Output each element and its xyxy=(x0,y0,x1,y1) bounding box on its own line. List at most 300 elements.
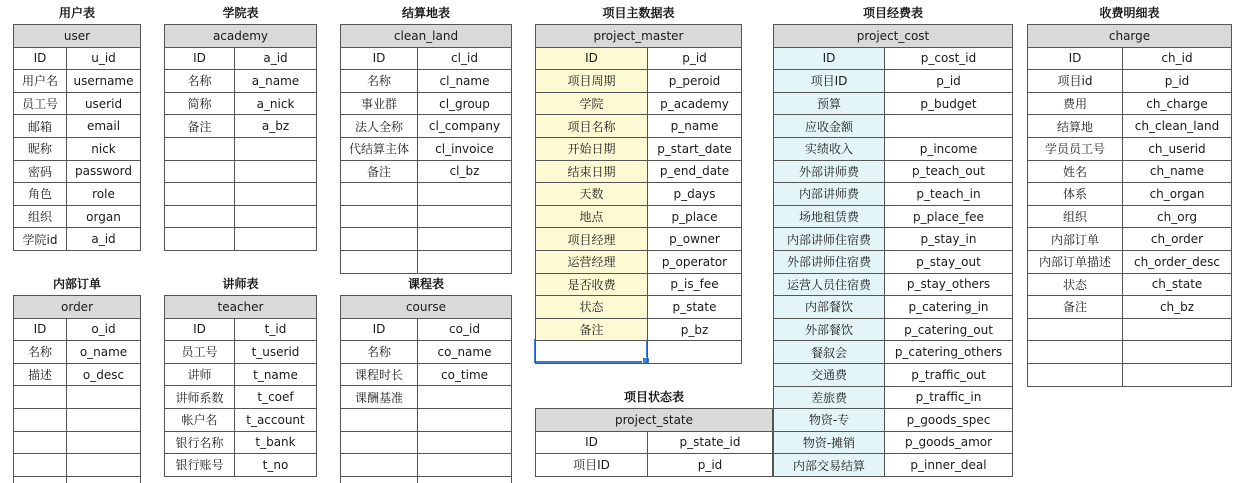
field-name-cell[interactable]: ch_organ xyxy=(1123,183,1232,206)
field-label-cell[interactable]: ID xyxy=(536,48,648,71)
field-name-cell[interactable]: p_academy xyxy=(648,93,742,116)
empty-cell[interactable] xyxy=(341,409,418,432)
field-label-cell[interactable]: 名称 xyxy=(341,70,418,93)
table-name-cell[interactable]: teacher xyxy=(165,296,317,319)
table-name-cell[interactable]: project_master xyxy=(536,25,742,48)
empty-cell[interactable] xyxy=(341,477,418,483)
field-name-cell[interactable]: co_time xyxy=(418,364,512,387)
field-name-cell[interactable]: p_stay_others xyxy=(885,274,1013,297)
field-label-cell[interactable]: 昵称 xyxy=(14,138,67,161)
field-label-cell[interactable]: 代结算主体 xyxy=(341,138,418,161)
field-name-cell[interactable]: o_desc xyxy=(67,364,141,387)
table-row xyxy=(774,93,1013,116)
empty-cell[interactable] xyxy=(14,477,67,483)
field-label-cell[interactable]: ID xyxy=(14,48,67,71)
field-name-cell[interactable]: p_cost_id xyxy=(885,48,1013,71)
field-name-cell[interactable]: ch_userid xyxy=(1123,138,1232,161)
empty-cell[interactable] xyxy=(67,477,141,483)
empty-cell[interactable] xyxy=(1028,364,1123,387)
field-label-cell[interactable]: 项目名称 xyxy=(536,115,648,138)
empty-cell[interactable] xyxy=(165,183,235,206)
empty-row xyxy=(165,138,317,161)
table-row xyxy=(14,161,141,184)
empty-cell[interactable] xyxy=(341,228,418,251)
table-row xyxy=(774,48,1013,71)
empty-cell[interactable] xyxy=(418,206,512,229)
empty-cell[interactable] xyxy=(235,228,317,251)
table-title[interactable]: 内部订单 xyxy=(52,277,101,291)
table-row xyxy=(536,206,742,229)
table-row xyxy=(536,161,742,184)
field-name-cell[interactable]: p_days xyxy=(648,183,742,206)
field-label-cell[interactable]: 项目周期 xyxy=(536,70,648,93)
empty-row xyxy=(341,454,512,477)
field-label-cell[interactable]: 运营人员住宿费 xyxy=(774,274,885,297)
field-name-cell[interactable]: p_goods_spec xyxy=(885,409,1013,432)
field-label-cell[interactable]: ID xyxy=(341,48,418,71)
empty-cell[interactable] xyxy=(418,228,512,251)
field-label-cell[interactable]: 预算 xyxy=(774,93,885,116)
field-name-cell[interactable]: o_id xyxy=(67,319,141,342)
field-name-cell[interactable] xyxy=(418,386,512,409)
field-name-cell[interactable]: t_id xyxy=(235,319,317,342)
field-name-cell[interactable]: o_name xyxy=(67,341,141,364)
empty-cell[interactable] xyxy=(14,386,67,409)
table-grid xyxy=(13,24,141,251)
empty-cell[interactable] xyxy=(165,161,235,184)
empty-row xyxy=(165,183,317,206)
table-row xyxy=(1028,70,1232,93)
field-label-cell[interactable]: 备注 xyxy=(341,161,418,184)
field-label-cell[interactable]: 帐户名 xyxy=(165,409,235,432)
field-label-cell[interactable]: 课程时长 xyxy=(341,364,418,387)
empty-cell[interactable] xyxy=(165,206,235,229)
field-label-cell[interactable]: 开始日期 xyxy=(536,138,648,161)
field-name-cell[interactable]: p_name xyxy=(648,115,742,138)
table-row xyxy=(1028,161,1232,184)
table-header-row xyxy=(165,25,317,48)
table-row xyxy=(536,228,742,251)
table-row xyxy=(536,93,742,116)
empty-cell[interactable] xyxy=(418,409,512,432)
table-header-row xyxy=(536,409,773,432)
table-row xyxy=(774,138,1013,161)
table-name-cell[interactable]: charge xyxy=(1028,25,1232,48)
field-name-cell[interactable]: cl_invoice xyxy=(418,138,512,161)
field-name-cell[interactable]: p_goods_amor xyxy=(885,432,1013,455)
field-name-cell[interactable]: p_id xyxy=(1123,70,1232,93)
empty-row xyxy=(536,341,742,364)
empty-cell[interactable] xyxy=(14,454,67,477)
table-row xyxy=(14,206,141,229)
active-cell[interactable] xyxy=(536,341,648,364)
field-label-cell[interactable]: 结束日期 xyxy=(536,161,648,184)
field-name-cell[interactable]: p_id xyxy=(648,48,742,71)
field-name-cell[interactable]: t_bank xyxy=(235,432,317,455)
table-row xyxy=(341,341,512,364)
table-name-cell[interactable]: course xyxy=(341,296,512,319)
field-name-cell[interactable]: a_bz xyxy=(235,115,317,138)
field-name-cell[interactable]: p_income xyxy=(885,138,1013,161)
field-label-cell[interactable]: 餐叙会 xyxy=(774,341,885,364)
table-row xyxy=(1028,183,1232,206)
field-name-cell[interactable]: p_traffic_in xyxy=(885,387,1013,410)
table-row xyxy=(1028,115,1232,138)
field-label-cell[interactable]: 场地租赁费 xyxy=(774,206,885,229)
field-label-cell[interactable]: 内部订单 xyxy=(1028,228,1123,251)
empty-row xyxy=(165,206,317,229)
field-name-cell[interactable]: cl_group xyxy=(418,93,512,116)
field-name-cell[interactable]: p_is_fee xyxy=(648,274,742,297)
field-label-cell[interactable]: 角色 xyxy=(14,183,67,206)
field-label-cell[interactable]: 银行名称 xyxy=(165,432,235,455)
field-label-cell[interactable]: 差旅费 xyxy=(774,387,885,410)
field-name-cell[interactable]: p_budget xyxy=(885,93,1013,116)
field-name-cell[interactable]: ch_state xyxy=(1123,274,1232,297)
field-name-cell[interactable]: p_peroid xyxy=(648,70,742,93)
field-name-cell[interactable]: username xyxy=(67,70,141,93)
field-label-cell[interactable]: 是否收费 xyxy=(536,274,648,297)
empty-row xyxy=(14,432,141,455)
table-grid xyxy=(773,24,1013,477)
table-row xyxy=(165,386,317,409)
table-title[interactable]: 学院表 xyxy=(222,6,259,20)
field-name-cell[interactable]: p_teach_in xyxy=(885,183,1013,206)
field-name-cell[interactable]: ch_charge xyxy=(1123,93,1232,116)
empty-row xyxy=(14,409,141,432)
empty-cell[interactable] xyxy=(67,386,141,409)
table-row xyxy=(536,251,742,274)
field-label-cell[interactable]: 学员员工号 xyxy=(1028,138,1123,161)
table-grid xyxy=(340,24,512,274)
field-name-cell[interactable]: t_userid xyxy=(235,341,317,364)
table-row xyxy=(774,432,1013,455)
table-name-cell[interactable]: academy xyxy=(165,25,317,48)
field-name-cell[interactable]: ch_org xyxy=(1123,206,1232,229)
table-grid xyxy=(164,24,317,251)
table-row xyxy=(774,364,1013,387)
field-label-cell[interactable]: 物资-摊销 xyxy=(774,432,885,455)
field-label-cell[interactable]: 交通费 xyxy=(774,364,885,387)
field-label-cell[interactable]: 项目经理 xyxy=(536,228,648,251)
field-name-cell[interactable]: a_id xyxy=(67,228,141,251)
field-label-cell[interactable]: 内部餐饮 xyxy=(774,296,885,319)
empty-cell[interactable] xyxy=(1028,319,1123,342)
empty-cell[interactable] xyxy=(341,251,418,274)
field-label-cell[interactable]: 组织 xyxy=(14,206,67,229)
field-label-cell[interactable]: 邮箱 xyxy=(14,115,67,138)
field-label-cell[interactable]: 名称 xyxy=(341,341,418,364)
empty-cell[interactable] xyxy=(341,183,418,206)
field-label-cell[interactable]: 事业群 xyxy=(341,93,418,116)
empty-row xyxy=(165,161,317,184)
field-label-cell[interactable]: ID xyxy=(536,432,648,455)
empty-cell[interactable] xyxy=(341,206,418,229)
empty-cell[interactable] xyxy=(648,341,742,364)
empty-cell[interactable] xyxy=(341,454,418,477)
empty-row xyxy=(341,409,512,432)
field-name-cell[interactable]: email xyxy=(67,115,141,138)
empty-cell[interactable] xyxy=(418,454,512,477)
field-name-cell[interactable]: p_catering_others xyxy=(885,341,1013,364)
table-row xyxy=(774,274,1013,297)
field-label-cell[interactable]: 费用 xyxy=(1028,93,1123,116)
field-label-cell[interactable]: 简称 xyxy=(165,93,235,116)
table-title[interactable]: 讲师表 xyxy=(222,277,259,291)
field-name-cell[interactable]: p_id xyxy=(885,70,1013,93)
field-name-cell[interactable]: p_start_date xyxy=(648,138,742,161)
field-label-cell[interactable]: 用户名 xyxy=(14,70,67,93)
empty-cell[interactable] xyxy=(165,138,235,161)
field-name-cell[interactable]: cl_name xyxy=(418,70,512,93)
table-row xyxy=(165,70,317,93)
field-label-cell[interactable]: 实绩收入 xyxy=(774,138,885,161)
table-grid xyxy=(164,295,317,477)
table-row xyxy=(774,296,1013,319)
field-name-cell[interactable]: nick xyxy=(67,138,141,161)
table-title[interactable]: 项目状态表 xyxy=(623,390,684,404)
table-header-row xyxy=(341,25,512,48)
table-name-cell[interactable]: user xyxy=(14,25,141,48)
field-name-cell[interactable]: p_inner_deal xyxy=(885,454,1013,477)
table-row xyxy=(165,341,317,364)
table-row xyxy=(1028,206,1232,229)
table-name-cell[interactable]: project_state xyxy=(536,409,773,432)
field-label-cell[interactable]: 课酬基准 xyxy=(341,386,418,409)
field-label-cell[interactable]: 名称 xyxy=(165,70,235,93)
field-name-cell[interactable]: ch_clean_land xyxy=(1123,115,1232,138)
empty-cell[interactable] xyxy=(1028,341,1123,364)
field-label-cell[interactable]: ID xyxy=(165,48,235,71)
empty-cell[interactable] xyxy=(14,432,67,455)
field-name-cell[interactable]: cl_id xyxy=(418,48,512,71)
table-row xyxy=(14,70,141,93)
field-name-cell[interactable]: p_state xyxy=(648,296,742,319)
table-row xyxy=(536,454,773,477)
empty-row xyxy=(341,432,512,455)
field-label-cell[interactable]: 备注 xyxy=(1028,296,1123,319)
table-name-cell[interactable]: project_cost xyxy=(774,25,1013,48)
field-name-cell[interactable]: p_stay_in xyxy=(885,228,1013,251)
field-label-cell[interactable]: 组织 xyxy=(1028,206,1123,229)
table-title[interactable]: 用户表 xyxy=(58,6,95,20)
field-label-cell[interactable]: 外部讲师住宿费 xyxy=(774,251,885,274)
table-row xyxy=(341,319,512,342)
field-name-cell[interactable]: role xyxy=(67,183,141,206)
table-row xyxy=(1028,251,1232,274)
field-name-cell[interactable]: co_name xyxy=(418,341,512,364)
table-grid xyxy=(340,295,512,483)
empty-cell[interactable] xyxy=(1123,364,1232,387)
table-row xyxy=(774,161,1013,184)
table-row xyxy=(774,341,1013,364)
field-name-cell[interactable]: ch_order_desc xyxy=(1123,251,1232,274)
field-label-cell[interactable]: ID xyxy=(1028,48,1123,71)
table-name-cell[interactable]: clean_land xyxy=(341,25,512,48)
table-row xyxy=(1028,228,1232,251)
field-label-cell[interactable]: 学院 xyxy=(536,93,648,116)
field-label-cell[interactable]: 密码 xyxy=(14,161,67,184)
field-name-cell[interactable]: a_name xyxy=(235,70,317,93)
table-header-row xyxy=(14,25,141,48)
empty-row xyxy=(165,228,317,251)
field-name-cell[interactable]: userid xyxy=(67,93,141,116)
table-row xyxy=(341,70,512,93)
field-name-cell[interactable]: ch_order xyxy=(1123,228,1232,251)
empty-row xyxy=(341,477,512,483)
field-name-cell[interactable]: ch_bz xyxy=(1123,296,1232,319)
empty-cell[interactable] xyxy=(418,183,512,206)
field-label-cell[interactable]: 内部讲师住宿费 xyxy=(774,228,885,251)
field-label-cell[interactable]: ID xyxy=(165,319,235,342)
table-row xyxy=(165,432,317,455)
field-name-cell[interactable]: p_traffic_out xyxy=(885,364,1013,387)
field-name-cell[interactable] xyxy=(885,115,1013,138)
table-grid xyxy=(535,24,742,364)
empty-cell[interactable] xyxy=(235,161,317,184)
field-name-cell[interactable]: p_id xyxy=(648,454,773,477)
field-label-cell[interactable]: 状态 xyxy=(536,296,648,319)
table-name-cell[interactable]: order xyxy=(14,296,141,319)
field-name-cell[interactable]: p_place xyxy=(648,206,742,229)
field-label-cell[interactable]: 备注 xyxy=(536,319,648,342)
field-name-cell[interactable]: p_catering_in xyxy=(885,296,1013,319)
field-name-cell[interactable]: p_owner xyxy=(648,228,742,251)
empty-cell[interactable] xyxy=(418,477,512,483)
empty-row xyxy=(1028,364,1232,387)
field-name-cell[interactable]: ch_id xyxy=(1123,48,1232,71)
field-label-cell[interactable]: 名称 xyxy=(14,341,67,364)
table-row xyxy=(536,138,742,161)
field-label-cell[interactable]: 讲师系数 xyxy=(165,386,235,409)
field-name-cell[interactable]: cl_bz xyxy=(418,161,512,184)
field-name-cell[interactable]: u_id xyxy=(67,48,141,71)
field-label-cell[interactable]: ID xyxy=(774,48,885,71)
table-title[interactable]: 课程表 xyxy=(407,277,444,291)
table-title[interactable]: 结算地表 xyxy=(401,6,450,20)
field-label-cell[interactable]: 银行账号 xyxy=(165,454,235,477)
table-row xyxy=(165,48,317,71)
empty-row xyxy=(341,206,512,229)
field-label-cell[interactable]: 外部餐饮 xyxy=(774,319,885,342)
field-label-cell[interactable]: 物资-专 xyxy=(774,409,885,432)
empty-cell[interactable] xyxy=(165,228,235,251)
field-name-cell[interactable]: a_id xyxy=(235,48,317,71)
field-label-cell[interactable]: 结算地 xyxy=(1028,115,1123,138)
field-label-cell[interactable]: 员工号 xyxy=(165,341,235,364)
field-label-cell[interactable]: 外部讲师费 xyxy=(774,161,885,184)
field-label-cell[interactable]: 内部讲师费 xyxy=(774,183,885,206)
field-name-cell[interactable]: t_account xyxy=(235,409,317,432)
table-title[interactable]: 项目主数据表 xyxy=(602,6,675,20)
empty-cell[interactable] xyxy=(14,409,67,432)
field-label-cell[interactable]: 天数 xyxy=(536,183,648,206)
field-label-cell[interactable]: 应收金额 xyxy=(774,115,885,138)
table-row xyxy=(165,409,317,432)
field-label-cell[interactable]: 状态 xyxy=(1028,274,1123,297)
table-row xyxy=(14,138,141,161)
field-name-cell[interactable]: p_bz xyxy=(648,319,742,342)
field-name-cell[interactable]: t_no xyxy=(235,454,317,477)
empty-cell[interactable] xyxy=(341,432,418,455)
field-name-cell[interactable]: password xyxy=(67,161,141,184)
table-row xyxy=(165,93,317,116)
field-name-cell[interactable]: p_end_date xyxy=(648,161,742,184)
table-row xyxy=(774,251,1013,274)
empty-cell[interactable] xyxy=(1123,341,1232,364)
empty-cell[interactable] xyxy=(67,432,141,455)
field-label-cell[interactable]: 员工号 xyxy=(14,93,67,116)
field-label-cell[interactable]: ID xyxy=(341,319,418,342)
table-title[interactable]: 项目经费表 xyxy=(862,6,923,20)
table-row xyxy=(774,206,1013,229)
empty-cell[interactable] xyxy=(67,454,141,477)
field-label-cell[interactable]: 法人全称 xyxy=(341,115,418,138)
field-label-cell[interactable]: 运营经理 xyxy=(536,251,648,274)
field-label-cell[interactable]: 备注 xyxy=(165,115,235,138)
field-name-cell[interactable]: cl_company xyxy=(418,115,512,138)
table-row xyxy=(1028,296,1232,319)
field-name-cell[interactable]: p_state_id xyxy=(648,432,773,455)
empty-cell[interactable] xyxy=(235,183,317,206)
table-row xyxy=(536,432,773,455)
field-name-cell[interactable]: a_nick xyxy=(235,93,317,116)
table-header-row xyxy=(14,296,141,319)
empty-cell[interactable] xyxy=(235,206,317,229)
field-name-cell[interactable]: p_place_fee xyxy=(885,206,1013,229)
field-name-cell[interactable]: p_catering_out xyxy=(885,319,1013,342)
field-name-cell[interactable]: co_id xyxy=(418,319,512,342)
field-label-cell[interactable]: 体系 xyxy=(1028,183,1123,206)
table-row xyxy=(536,274,742,297)
field-label-cell[interactable]: ID xyxy=(14,319,67,342)
field-label-cell[interactable]: 内部交易结算 xyxy=(774,454,885,477)
empty-cell[interactable] xyxy=(418,251,512,274)
table-row xyxy=(774,454,1013,477)
empty-cell[interactable] xyxy=(67,409,141,432)
empty-row xyxy=(341,228,512,251)
field-label-cell[interactable]: 地点 xyxy=(536,206,648,229)
field-label-cell[interactable]: 内部订单描述 xyxy=(1028,251,1123,274)
field-label-cell[interactable]: 描述 xyxy=(14,364,67,387)
field-label-cell[interactable]: 学院id xyxy=(14,228,67,251)
table-row xyxy=(536,48,742,71)
field-name-cell[interactable]: t_name xyxy=(235,364,317,387)
field-name-cell[interactable]: ch_name xyxy=(1123,161,1232,184)
field-name-cell[interactable]: p_teach_out xyxy=(885,161,1013,184)
empty-cell[interactable] xyxy=(418,432,512,455)
field-name-cell[interactable]: p_stay_out xyxy=(885,251,1013,274)
table-row xyxy=(341,48,512,71)
field-label-cell[interactable]: 项目id xyxy=(1028,70,1123,93)
table-row xyxy=(536,183,742,206)
table-row xyxy=(14,341,141,364)
table-header-row xyxy=(341,296,512,319)
field-name-cell[interactable]: t_coef xyxy=(235,386,317,409)
field-label-cell[interactable]: 项目ID xyxy=(774,70,885,93)
table-title[interactable]: 收费明细表 xyxy=(1099,6,1160,20)
empty-cell[interactable] xyxy=(1123,319,1232,342)
table-grid xyxy=(1027,24,1232,387)
field-name-cell[interactable]: organ xyxy=(67,206,141,229)
field-label-cell[interactable]: 项目ID xyxy=(536,454,648,477)
table-row xyxy=(165,454,317,477)
field-name-cell[interactable]: p_operator xyxy=(648,251,742,274)
empty-cell[interactable] xyxy=(235,138,317,161)
field-label-cell[interactable]: 讲师 xyxy=(165,364,235,387)
table-row xyxy=(14,48,141,71)
field-label-cell[interactable]: 姓名 xyxy=(1028,161,1123,184)
